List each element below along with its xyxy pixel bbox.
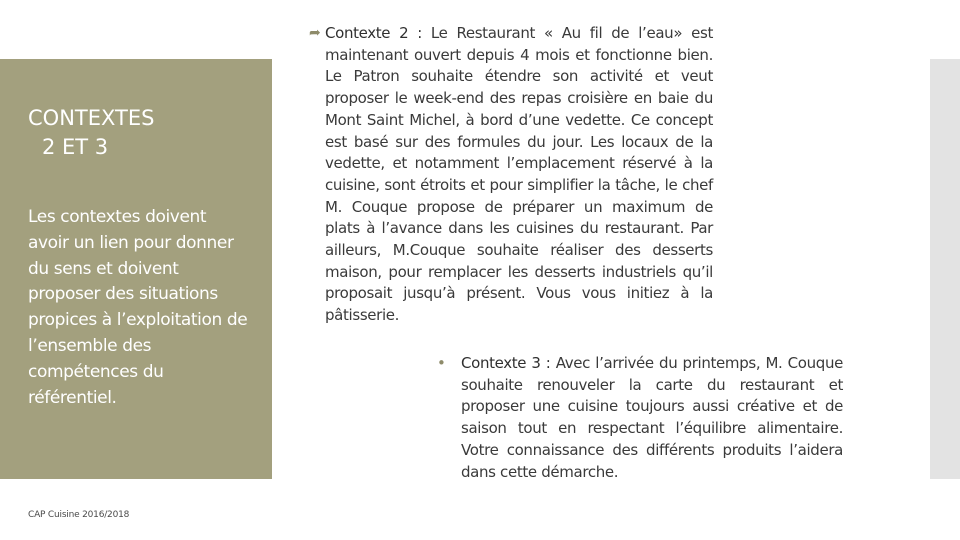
panel-title-line2: 2 ET 3: [42, 135, 109, 159]
dot-bullet-icon: •: [437, 354, 446, 372]
right-decor-bar: [930, 59, 960, 479]
contexte-2-lead: Contexte 2 :: [325, 24, 422, 42]
contexte-2-text: Le Restaurant « Au fil de l’eau» est maintenant ouvert depuis 4 mois et fonctionne bien. Le Patron souhaite étendre son activité et veut proposer le week-end des repas croisière en baie du Mont Saint Michel, à bord d’une vedette. Ce concept est basé sur des formules du jour. Les locaux de la vedette, et notamment l’emplacement réservé à la cuisine, sont étroits et pour simplifier la tâche, le chef M. Couque propose de préparer un maximum de plats à l’avance dans les cuisines du restaurant. Par ailleurs, M.Couque souhaite réaliser des desserts maison, pour remplacer les desserts industriels qu’il proposait jusqu’à présent. Vous vous initiez à la pâtisserie.: [325, 24, 713, 325]
contexte-2-paragraph: [309, 23, 713, 327]
contexte-3-lead: Contexte 3 :: [461, 354, 551, 372]
contexte-3-paragraph: [437, 353, 843, 483]
arrow-bullet-icon: ➦: [309, 25, 321, 41]
panel-body-text: Les contextes doivent avoir un lien pour donner du sens et doivent proposer des situations propices à l’exploitation de l’ensemble des compétences du référentiel.: [28, 207, 248, 408]
panel-title: [28, 104, 268, 162]
footer-text: CAP Cuisine 2016/2018: [28, 510, 130, 520]
panel-title-line1: CONTEXTES: [28, 106, 155, 130]
contexte-3-text: Avec l’arrivée du printemps, M. Couque souhaite renouveler la carte du restaurant et proposer une cuisine toujours aussi créative et de saison tout en respectant l’équilibre alimentaire. Votre connaissance des différents produits l’aidera dans cette démarche.: [461, 354, 843, 481]
